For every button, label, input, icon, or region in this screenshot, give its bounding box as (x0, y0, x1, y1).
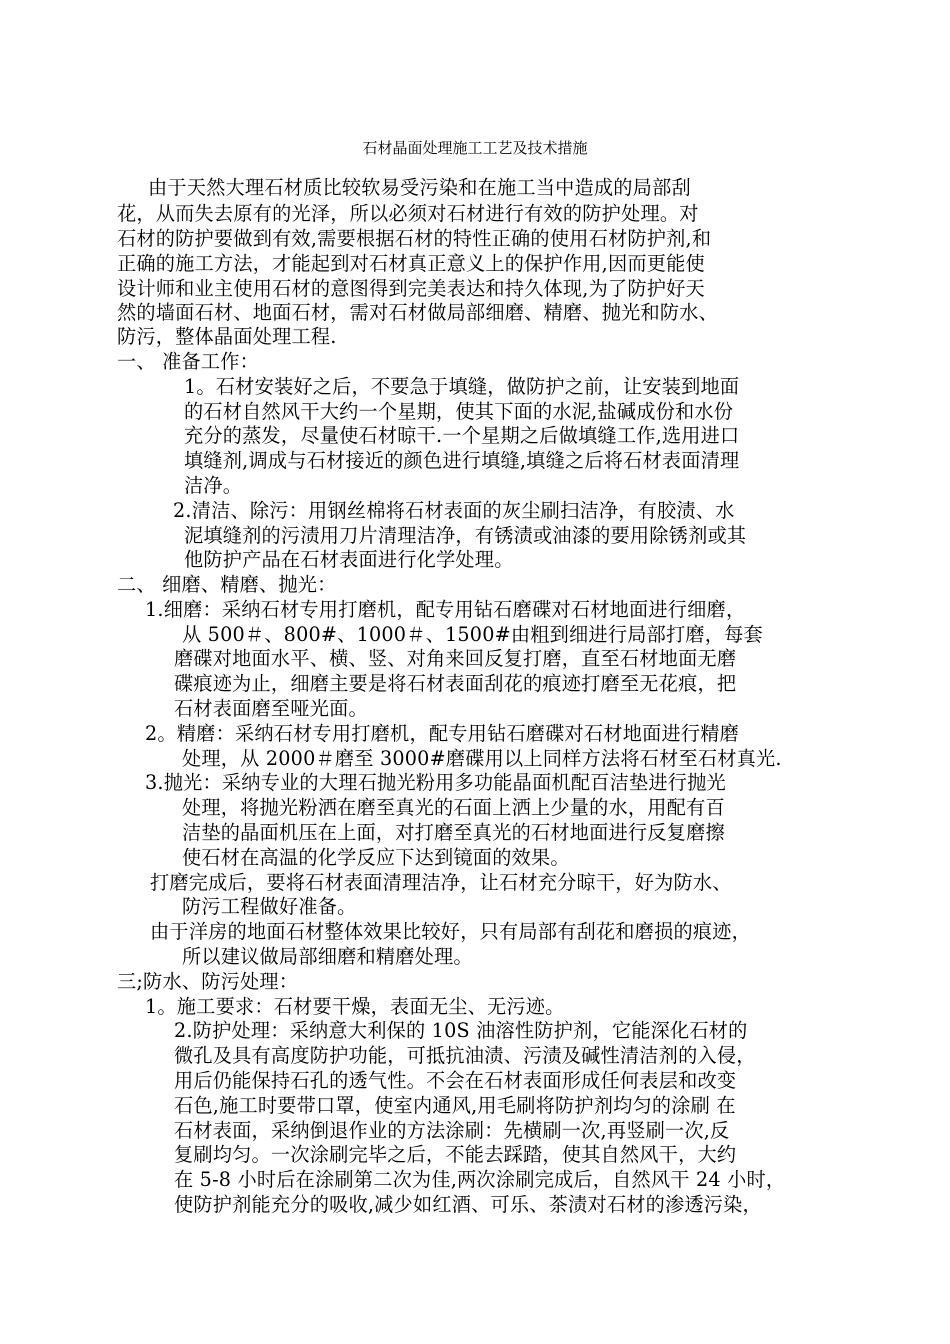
paragraph-line: 使石材在高温的化学反应下达到镜面的效果。 (182, 846, 570, 869)
paragraph-line: 石材的防护要做到有效,需要根据石材的特性正确的使用石材防护剂,和 (117, 227, 712, 250)
paragraph-line: 防污，整体晶面处理工程. (117, 325, 337, 348)
paragraph-line: 防污工程做好准备。 (182, 895, 357, 918)
paragraph-line: 他防护产品在石材表面进行化学处理。 (184, 548, 514, 571)
paragraph-line: 然的墙面石材、地面石材，需对石材做局部细磨、精磨、抛光和防水、 (117, 301, 719, 324)
paragraph-line: 处理，从 2000＃磨至 3000#磨碟用以上同样方法将石材至石材真光. (182, 747, 782, 770)
paragraph-line: 2。精磨：采纳石材专用打磨机，配专用钻石磨碟对石材地面进行精磨 (145, 722, 740, 745)
paragraph-line: 花，从而失去原有的光泽，所以必须对石材进行有效的防护处理。对 (117, 202, 699, 225)
paragraph-line: 所以建议做局部细磨和精磨处理。 (182, 945, 473, 968)
paragraph-line: 石材表面，采纳倒退作业的方法涂刷：先横刷一次,再竖刷一次,反 (174, 1119, 730, 1142)
section-heading: 二、 细磨、精磨、抛光： (117, 573, 337, 596)
paragraph-line: 微孔及具有高度防护功能，可抵抗油渍、污渍及碱性清洁剂的入侵， (174, 1044, 756, 1067)
paragraph-line: 正确的施工方法，才能起到对石材真正意义上的保护作用,因而更能使 (117, 252, 705, 275)
paragraph-line: 设计师和业主使用石材的意图得到完美表达和持久体现,为了防护好天 (117, 277, 705, 300)
paragraph-line: 从 500＃、800#、1000＃、1500#由粗到细进行局部打磨，每套 (182, 623, 763, 646)
paragraph-line: 泥填缝剂的污渍用刀片清理洁净，有锈渍或油漆的要用除锈剂或其 (184, 524, 747, 547)
paragraph-line: 磨碟对地面水平、横、竖、对角来回反复打磨，直至石材地面无磨 (174, 647, 737, 670)
paragraph-line: 充分的蒸发，尽量使石材晾干.一个星期之后做填缝工作,选用进口 (184, 424, 740, 447)
document-title: 石材晶面处理施工工艺及技术措施 (362, 139, 588, 157)
paragraph-line: 使防护剂能充分的吸收,减少如红酒、可乐、茶渍对石材的渗透污染， (174, 1193, 762, 1216)
paragraph-line: 2.防护处理：采纳意大利保的 10S 油溶性防护剂，它能深化石材的 (174, 1019, 748, 1042)
paragraph-line: 复刷均匀。一次涂刷完毕之后，不能去踩踏，使其自然风干，大约 (174, 1143, 737, 1166)
paragraph-line: 2.清洁、除污：用钢丝棉将石材表面的灰尘刷扫洁净，有胶渍、水 (173, 499, 735, 522)
paragraph-line: 石色,施工时要带口罩，使室内通风,用毛刷将防护剂均匀的涂刷 在 (174, 1094, 736, 1117)
paragraph-line: 3.抛光：采纳专业的大理石抛光粉用多功能晶面机配百洁垫进行抛光 (145, 771, 726, 794)
paragraph-line: 洁净。 (184, 474, 243, 497)
paragraph-line: 由于天然大理石材质比较软易受污染和在施工当中造成的局部刮 (148, 176, 691, 199)
paragraph-line: 碟痕迹为止，细磨主要是将石材表面刮花的痕迹打磨至无花痕，把 (174, 672, 737, 695)
paragraph-line: 石材表面磨至哑光面。 (174, 697, 368, 720)
paragraph-line: 处理，将抛光粉洒在磨至真光的石面上洒上少量的水，用配有百 (182, 796, 725, 819)
section-heading: 三;防水、防污处理： (117, 970, 299, 993)
section-heading: 一、 准备工作： (117, 350, 260, 373)
paragraph-line: 打磨完成后，要将石材表面清理洁净，让石材充分晾干，好为防水、 (150, 871, 732, 894)
paragraph-line: 由于洋房的地面石材整体效果比较好，只有局部有刮花和磨损的痕迹， (150, 920, 752, 943)
paragraph-line: 洁垫的晶面机压在上面，对打磨至真光的石材地面进行反复磨擦 (182, 821, 725, 844)
paragraph-line: 1.细磨：采纳石材专用打磨机，配专用钻石磨碟对石材地面进行细磨， (145, 598, 746, 621)
paragraph-line: 1。石材安装好之后，不要急于填缝，做防护之前，让安装到地面 (184, 375, 740, 398)
paragraph-line: 填缝剂,调成与石材接近的颜色进行填缝,填缝之后将石材表面清理 (184, 449, 740, 472)
paragraph-line: 用后仍能保持石孔的透气性。不会在石材表面形成任何表层和改变 (174, 1069, 737, 1092)
paragraph-line: 在 5-8 小时后在涂刷第二次为佳,两次涂刷完成后，自然风干 24 小时， (174, 1168, 786, 1191)
paragraph-line: 的石材自然风干大约一个星期，使其下面的水泥,盐碱成份和水份 (184, 400, 734, 423)
paragraph-line: 1。施工要求：石材要干燥，表面无尘、无污迹。 (145, 995, 565, 1018)
